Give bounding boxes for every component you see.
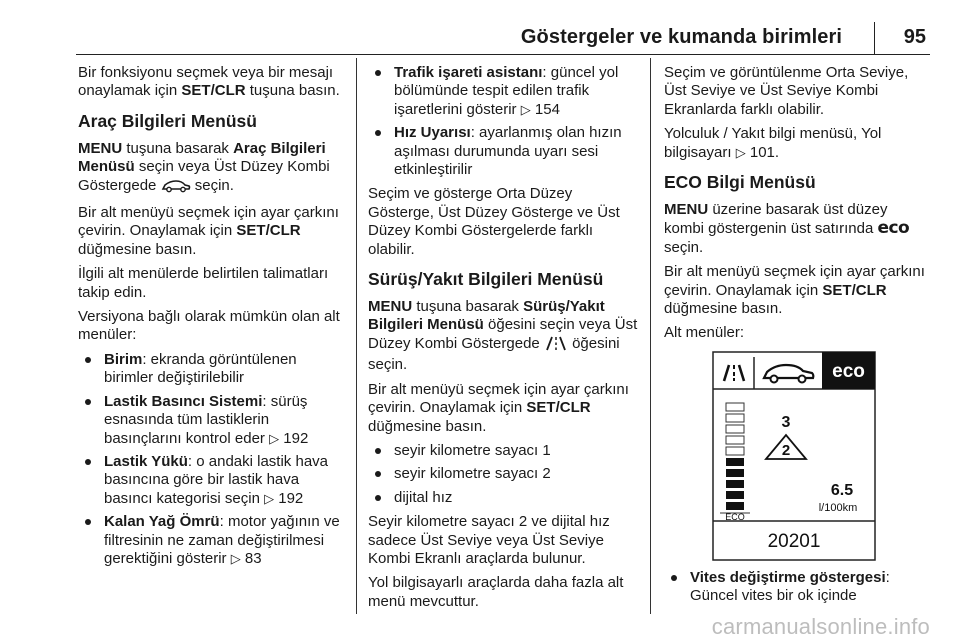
column-divider-1	[356, 58, 357, 614]
page-ref[interactable]: 192	[278, 489, 304, 507]
eco-p3: Alt menüler:	[664, 324, 745, 342]
submenu-list	[78, 351, 346, 568]
page-ref[interactable]: 192	[283, 429, 309, 447]
column-2	[368, 64, 638, 617]
eco-p1: MENU üzerine basarak üst düzey kombi göstergenin üst satırında eco seçin.	[664, 201, 910, 256]
header-divider	[874, 22, 875, 54]
vehicle-info-p3: İlgili alt menülerde belirtilen talimatları takip edin.	[78, 265, 329, 301]
page-ref[interactable]: 154	[534, 100, 560, 118]
vehicle-info-heading: Araç Bilgileri Menüsü	[78, 110, 257, 131]
list-item: Trafik işareti asistanı: güncel yol bölümünde tespit edilen trafik işaretlerini gösterir ▷ 154	[368, 64, 638, 119]
list-item: Hız Uyarısı: ayarlanmış olan hızın aşılması durumunda uyarı sesi etkinleştirilir	[368, 124, 638, 179]
page-header	[0, 0, 960, 58]
road-icon	[544, 336, 568, 356]
watermark: carmanualsonline.info	[711, 614, 930, 639]
trip-computer-ref: Yolculuk / Yakıt bilgi menüsü, Yol bilgisayarı ▷ 101.	[664, 125, 882, 161]
page-ref[interactable]: 101.	[749, 143, 780, 161]
vehicle-info-p2: Bir alt menüyü seçmek için ayar çarkını çevirin. Onaylamak için SET/CLR düğmesine basın.	[78, 204, 339, 258]
page-ref-arrow-icon: ▷	[520, 101, 531, 117]
vehicle-info-p1: MENU tuşuna basarak Araç Bilgileri Menüsü seçin veya Üst Düzey Kombi Göstergede seçin.	[78, 140, 346, 198]
page-number: 95	[903, 26, 926, 48]
eco-submenu-list	[664, 569, 930, 606]
eco-icon: eco	[877, 218, 910, 239]
fuel-consumption-unit: l/100km	[818, 501, 858, 514]
page-ref-arrow-icon: ▷	[735, 144, 746, 160]
display-note: Seçim ve görüntülenme Orta Seviye, Üst Seviye ve Üst Seviye Kombi Ekranlarda farklı olabilir.	[664, 64, 909, 118]
eco-display-illustration	[712, 351, 876, 561]
page-ref-arrow-icon: ▷	[269, 430, 280, 446]
header-rule	[76, 54, 930, 55]
trip-fuel-p3: Seyir kilometre sayacı 2 ve dijital hız sadece Üst Seviye veya Üst Seviye Kombi Ekranlı araçlarda bulunur.	[368, 513, 610, 567]
trip-fuel-heading: Sürüş/Yakıt Bilgileri Menüsü	[368, 269, 604, 290]
recommended-gear: 3	[781, 413, 791, 431]
car-icon	[161, 179, 191, 198]
list-item: Birim: ekranda görüntülenen birimler değiştirilebilir	[78, 351, 346, 388]
page-ref[interactable]: 83	[244, 549, 262, 567]
page-ref-arrow-icon: ▷	[264, 490, 275, 506]
current-gear: 2	[781, 441, 791, 459]
eco-bar-label: ECO	[725, 511, 745, 522]
page-ref-arrow-icon: ▷	[230, 550, 241, 566]
column-1	[78, 64, 346, 574]
eco-heading: ECO Bilgi Menüsü	[664, 172, 816, 193]
fuel-consumption-value: 6.5	[830, 481, 854, 499]
list-item: dijital hız	[368, 489, 638, 507]
trip-list	[368, 442, 638, 507]
display-eco-tab-label: eco	[832, 360, 865, 382]
submenu-list-continued	[368, 64, 638, 179]
selection-note: Seçim ve gösterge Orta Düzey Gösterge, Üst Düzey Gösterge ve Üst Düzey Kombi Göstergelerde farklı olabilir.	[368, 185, 620, 258]
list-item: seyir kilometre sayacı 1	[368, 442, 638, 460]
vehicle-info-p4: Versiyona bağlı olarak mümkün olan alt menüler:	[78, 308, 340, 344]
eco-p2: Bir alt menüyü seçmek için ayar çarkını çevirin. Onaylamak için SET/CLR düğmesine basın.	[664, 263, 925, 318]
page-title: Göstergeler ve kumanda birimleri	[520, 26, 842, 48]
trip-fuel-p1: MENU tuşuna basarak Sürüş/Yakıt Bilgileri Menüsü öğesini seçin veya Üst Düzey Kombi Göstergede öğesini seçin.	[368, 298, 638, 374]
trip-fuel-p4: Yol bilgisayarlı araçlarda daha fazla alt menü mevcuttur.	[368, 574, 624, 610]
odometer-value: 20201	[767, 530, 821, 552]
list-item: Kalan Yağ Ömrü: motor yağının ve filtresinin ne zaman değiştirilmesi gerektiğini gösterir ▷ 83	[78, 513, 346, 568]
list-item: seyir kilometre sayacı 2	[368, 465, 638, 483]
list-item: Vites değiştirme göstergesi: Güncel vites bir ok içinde	[664, 569, 930, 606]
list-item: Lastik Basıncı Sistemi: sürüş esnasında tüm lastiklerin basınçlarını kontrol eder ▷ 192	[78, 393, 346, 448]
column-divider-2	[650, 58, 651, 614]
intro-paragraph: Bir fonksiyonu seçmek veya bir mesajı onaylamak için SET/CLR tuşuna basın.	[78, 64, 340, 100]
trip-fuel-p2: Bir alt menüyü seçmek için ayar çarkını çevirin. Onaylamak için SET/CLR düğmesine basın.	[368, 380, 629, 435]
column-3	[664, 64, 930, 612]
list-item: Lastik Yükü: o andaki lastik hava basıncına göre bir lastik hava basıncı kategorisi seçin ▷ 192	[78, 453, 346, 508]
